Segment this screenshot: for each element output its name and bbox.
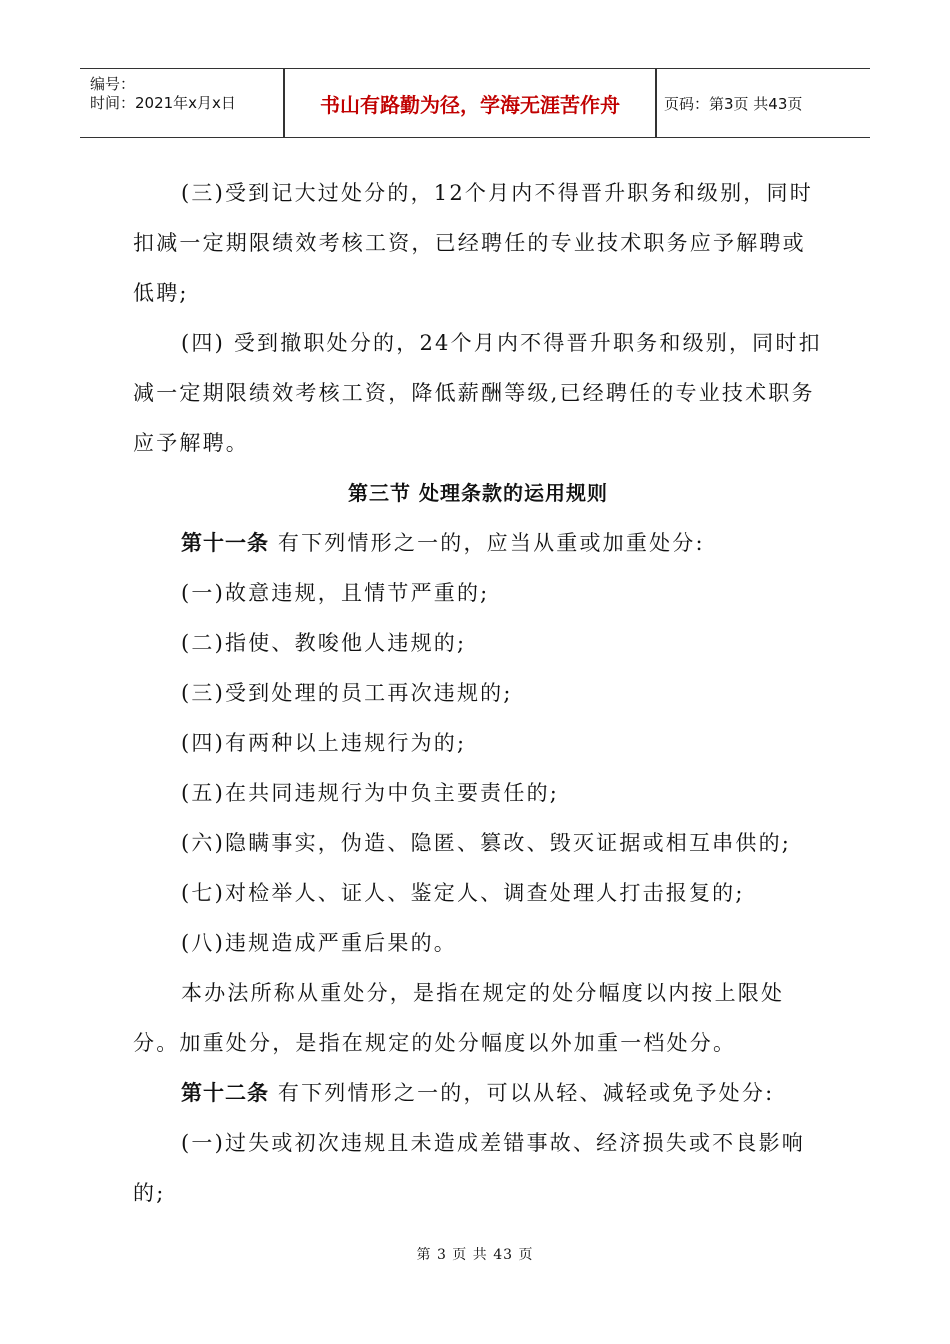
time-label: 时间：2021年x月x日 [90,94,236,112]
paragraph-definition: 本办法所称从重处分，是指在规定的处分幅度以内按上限处分。加重处分，是指在规定的处分幅度以外加重一档处分。 [133,981,785,1055]
article-12 [133,1068,823,1118]
list-item: (一)故意违规，且情节严重的; [181,581,490,605]
list-item: (一)过失或初次违规且未造成差错事故、经济损失或不良影响的; [133,1131,805,1205]
article-12-title: 第十二条 [181,1081,269,1105]
section-title: 第三节 处理条款的运用规则 [348,481,608,505]
list-item: (六)隐瞒事实，伪造、隐匿、篡改、毁灭证据或相互串供的; [181,831,792,855]
document-header [80,68,870,138]
header-divider [655,69,657,137]
article-11-text: 有下列情形之一的，应当从重或加重处分: [269,531,705,555]
header-page-info: 页码：第3页 共43页 [664,94,803,113]
header-motto: 书山有路勤为径，学海无涯苦作舟 [320,92,620,117]
article-12-text: 有下列情形之一的，可以从轻、减轻或免予处分: [269,1081,775,1105]
list-item: (四)有两种以上违规行为的; [181,731,467,755]
number-label: 编号： [90,75,136,93]
list-item: (五)在共同违规行为中负主要责任的; [181,781,560,805]
article-11-title: 第十一条 [181,531,269,555]
list-item: (八)违规造成严重后果的。 [181,931,457,955]
paragraph-item-4: (四) 受到撤职处分的，24个月内不得晋升职务和级别，同时扣减一定期限绩效考核工资，降低薪酬等级,已经聘任的专业技术职务应予解聘。 [133,331,822,455]
document-body [133,168,823,1218]
paragraph-item-3: (三)受到记大过处分的，12个月内不得晋升职务和级别，同时扣减一定期限绩效考核工资，已经聘任的专业技术职务应予解聘或低聘; [133,181,813,305]
list-item: (二)指使、教唆他人违规的; [181,631,467,655]
article-11 [133,518,823,568]
page-footer: 第 3 页 共 43 页 [416,1247,534,1263]
header-meta-cell [80,69,283,137]
list-item: (三)受到处理的员工再次违规的; [181,681,513,705]
list-item: (七)对检举人、证人、鉴定人、调查处理人打击报复的; [181,881,745,905]
